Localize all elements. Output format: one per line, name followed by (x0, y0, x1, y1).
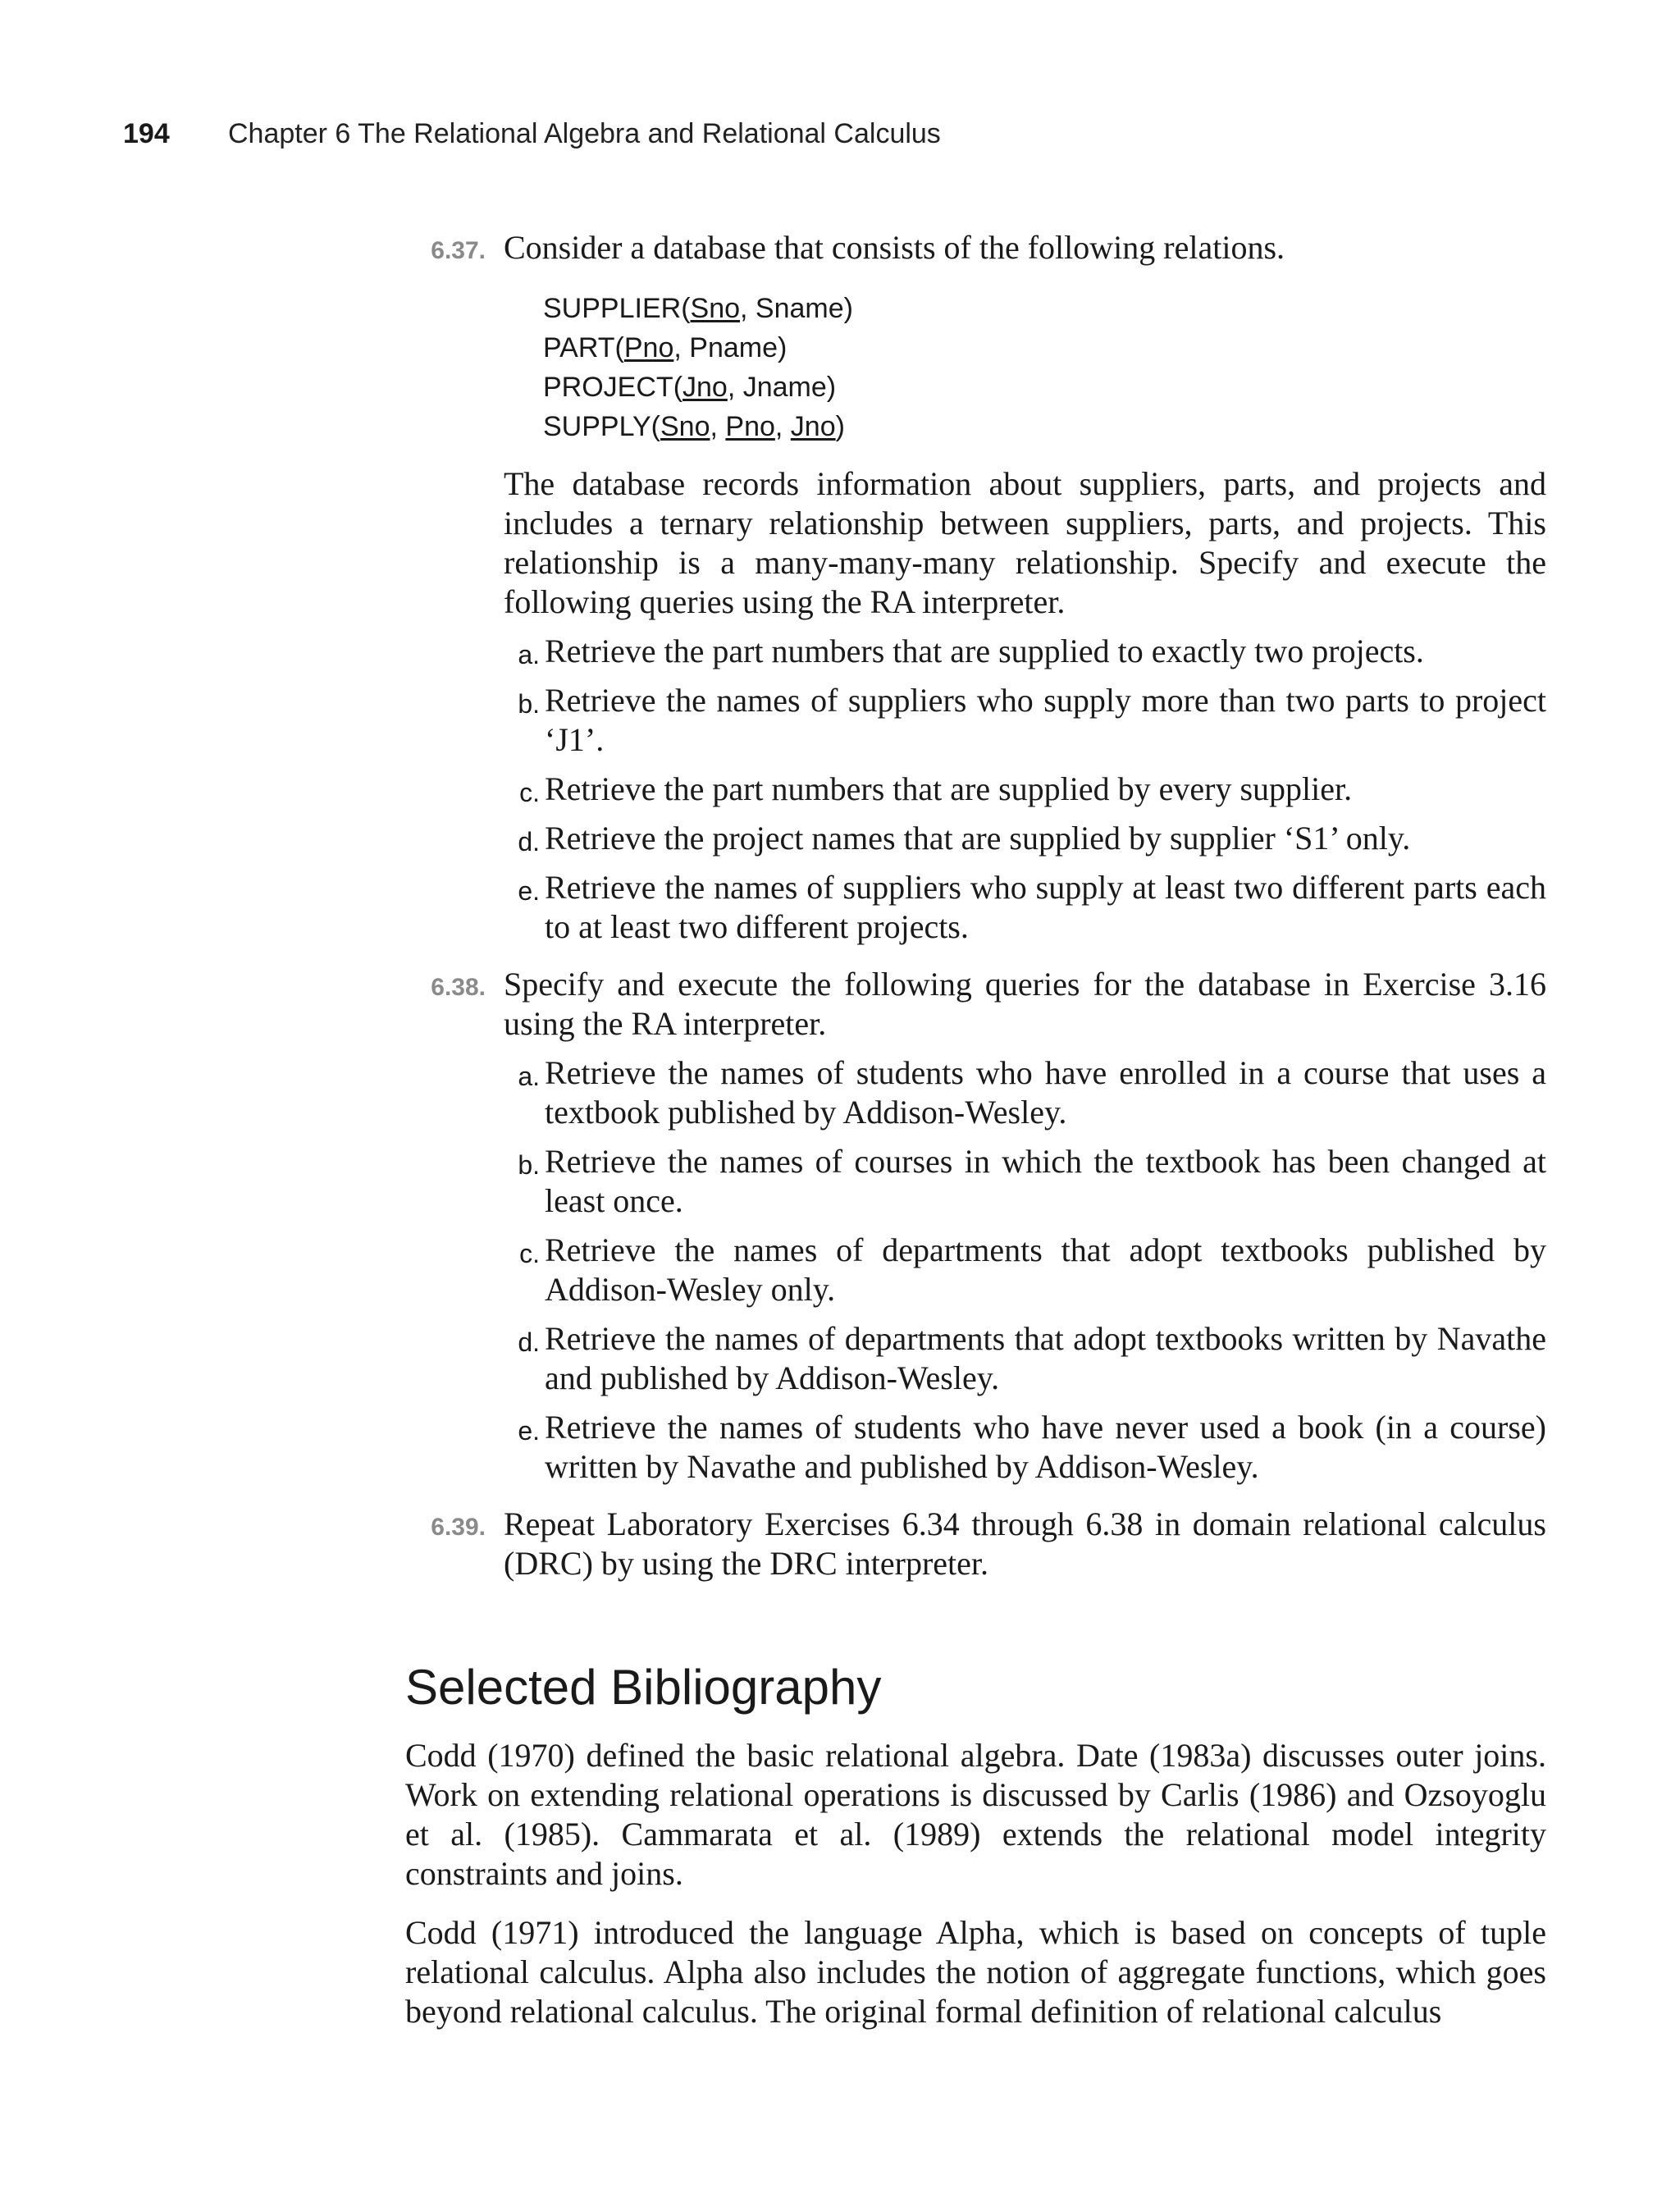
item-label: e. (518, 1416, 540, 1446)
item-text: Retrieve the names of departments that adopt textbooks written by Navathe and published by Addison-Wesley. (545, 1320, 1546, 1396)
item-label: c. (519, 1239, 540, 1268)
primary-key-attribute: Sno (690, 293, 741, 324)
item-label: a. (518, 1062, 540, 1091)
relation-supplier: SUPPLIER(Sno, Sname) (543, 293, 853, 324)
exercise-number: 6.39. (431, 1514, 486, 1541)
primary-key-attribute: Pno (623, 332, 674, 363)
section-heading: Selected Bibliography (405, 1660, 882, 1715)
primary-key-attribute: Jno (682, 372, 728, 403)
item-label: d. (518, 827, 540, 857)
item-label: b. (518, 1150, 540, 1180)
item-text: Retrieve the names of departments that adopt textbooks published by Addison-Wesley only. (545, 1231, 1546, 1308)
item-text: Retrieve the part numbers that are supplied by every supplier. (545, 770, 1353, 807)
relation-project: PROJECT(Jno, Jname) (543, 372, 837, 403)
item-text: Retrieve the project names that are supplied by supplier ‘S1’ only. (545, 820, 1411, 857)
exercise-intro: Consider a database that consists of the following relations. (504, 229, 1285, 266)
exercise-intro: Specify and execute the following queries for the database in Exercise 3.16 using the RA interpreter. (504, 966, 1546, 1042)
relation-part: PART(Pno, Pname) (543, 332, 788, 363)
item-label: c. (519, 778, 540, 807)
primary-key-attribute: Jno (790, 411, 836, 442)
running-header (123, 118, 941, 159)
item-text: Retrieve the part numbers that are supplied to exactly two projects. (545, 633, 1424, 669)
item-text: Retrieve the names of suppliers who supply at least two different parts each to at least two different projects. (545, 869, 1546, 945)
item-label: e. (518, 876, 540, 906)
exercise-number: 6.38. (431, 974, 486, 1001)
bibliography-paragraph: Codd (1970) defined the basic relational algebra. Date (1983a) discusses outer joins. Work on extending relational operations is discussed by Carlis (1986) and Ozsoyoglu et al. (1985). Cammarata et al. (1989) extends the relational model integrity constraints and joins. (405, 1737, 1546, 1892)
item-label: b. (518, 689, 540, 719)
chapter-title: Chapter 6 The Relational Algebra and Relational Calculus (228, 118, 941, 149)
item-label: d. (518, 1327, 540, 1357)
relation-schemas (543, 289, 853, 446)
page-number: 194 (123, 118, 170, 149)
item-text: Retrieve the names of students who have never used a book (in a course) written by Navathe and published by Addison-Wesley. (545, 1409, 1546, 1485)
item-text: Retrieve the names of courses in which the textbook has been changed at least once. (545, 1143, 1546, 1219)
item-text: Retrieve the names of students who have enrolled in a course that uses a textbook published by Addison-Wesley. (545, 1054, 1546, 1131)
bibliography-paragraph: Codd (1971) introduced the language Alpha, which is based on concepts of tuple relational calculus. Alpha also includes the notion of aggregate functions, which goes beyond relational calculus. The original formal definition of relational calculus (405, 1914, 1546, 2030)
item-text: Retrieve the names of suppliers who supply more than two parts to project ‘J1’. (545, 682, 1546, 758)
primary-key-attribute: Sno (660, 411, 710, 442)
exercise-number: 6.37. (431, 237, 486, 264)
relation-supply: SUPPLY(Sno, Pno, Jno) (543, 411, 845, 442)
primary-key-attribute: Pno (725, 411, 775, 442)
item-label: a. (518, 640, 540, 669)
exercise-intro: Repeat Laboratory Exercises 6.34 through 6.38 in domain relational calculus (DRC) by using the DRC interpreter. (504, 1505, 1546, 1582)
exercise-description: The database records information about suppliers, parts, and projects and includes a ternary relationship between suppliers, parts, and projects. This relationship is a many-many-many relationship. Specify and execute the following queries using the RA interpreter. (504, 465, 1546, 620)
